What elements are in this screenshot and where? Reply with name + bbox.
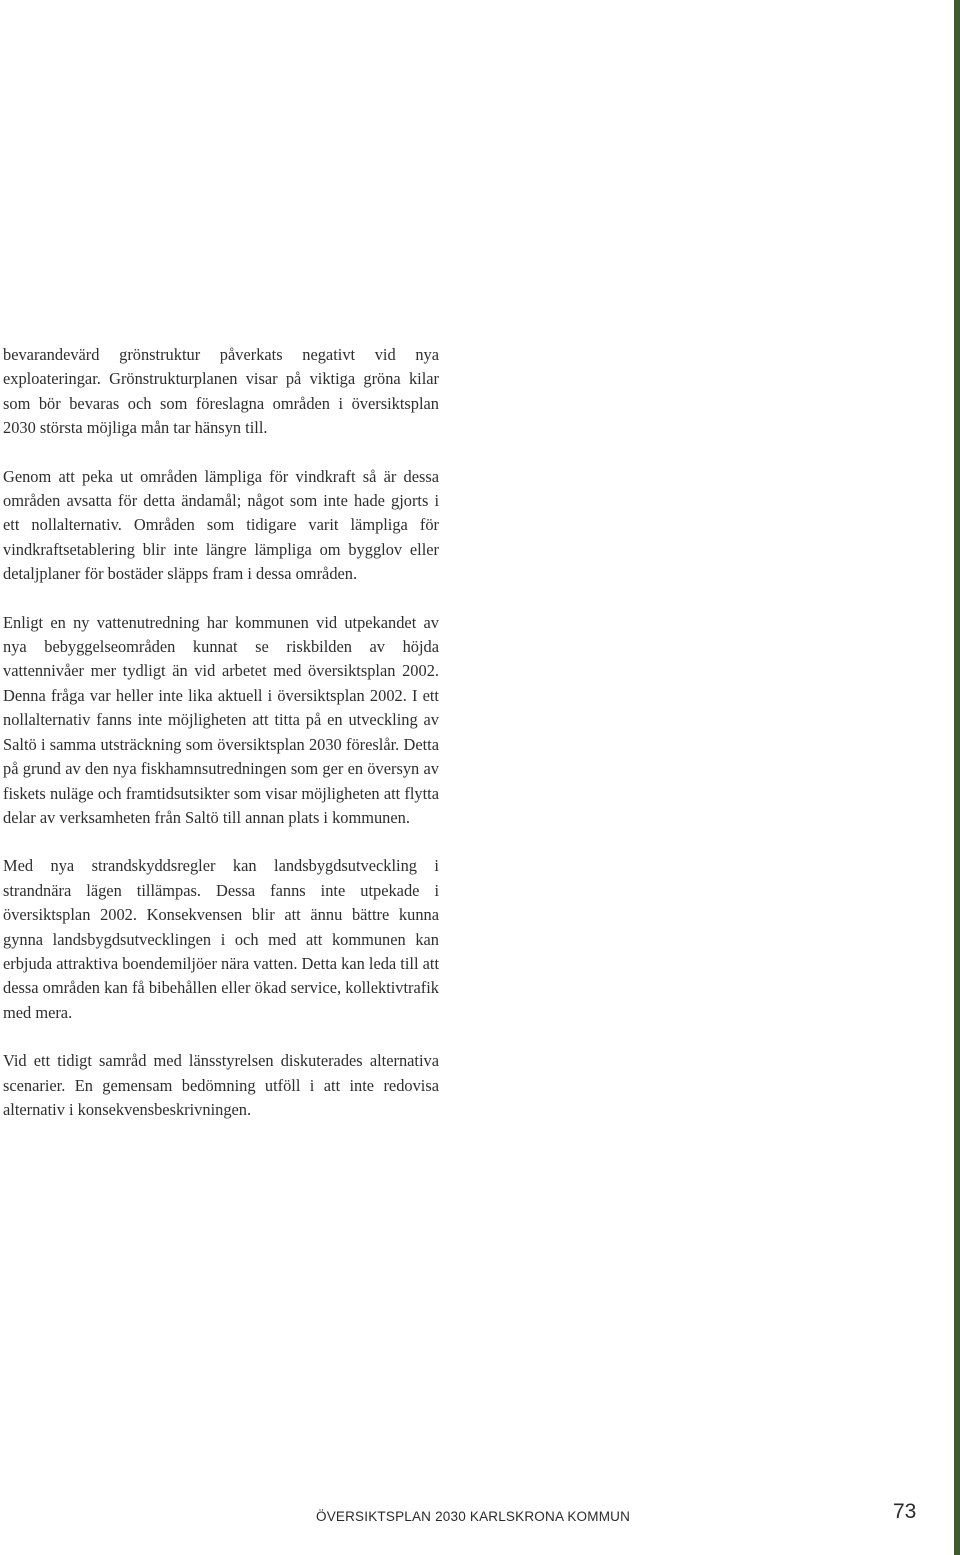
- page-number: 73: [893, 1500, 917, 1523]
- paragraph-water-investigation: Enligt en ny vattenutredning har kommunen vid utpekandet av nya bebyggelseområden kunnat se riskbilden av höjda vattennivåer mer tydligt än vid arbetet med översiktsplan 2002. Denna fråga var heller inte lika aktuell i översiktsplan 2002. I ett nollalternativ fanns inte möjligheten att titta på en utveckling av Saltö i samma utsträckning som översiktsplan 2030 föreslår. Detta på grund av den nya fiskhamnsutredningen som ger en översyn av fiskets nuläge och framtidsutsikter som visar möjligheten att flytta delar av verksamheten från Saltö till annan plats i kommunen.: [3, 612, 439, 827]
- paragraph-green-structure: bevarandevärd grönstruktur påverkats negativt vid nya exploateringar. Grönstrukturplanen visar på viktiga gröna kilar som bör bevaras och som föreslagna områden i översiktsplan 2030 största möjliga mån tar hänsyn till.: [3, 345, 439, 438]
- paragraph-consultation: Vid ett tidigt samråd med länsstyrelsen diskuterades alternativa scenarier. En gemensam bedömning utföll i att inte redovisa alternativ i konsekvensbeskrivningen.: [3, 1051, 439, 1119]
- paragraph-wind-power: Genom att peka ut områden lämpliga för vindkraft så är dessa områden avsatta för detta ändamål; något som inte hade gjorts i ett nollalternativ. Områden som tidigare varit lämpliga för vindkraftsetablering blir inte längre lämpliga om bygglov eller detaljplaner för bostäder släpps fram i dessa områden.: [3, 466, 439, 584]
- footer-title: ÖVERSIKTSPLAN 2030 KARLSKRONA KOMMUN: [316, 1509, 631, 1524]
- body-text-column: [3, 343, 439, 1146]
- page-footer: [0, 1500, 960, 1530]
- page-edge-accent-bar: [954, 0, 960, 1555]
- paragraph-shore-protection: Med nya strandskyddsregler kan landsbygdsutveckling i strandnära lägen tillämpas. Dessa fanns inte utpekade i översiktsplan 2002. Konsekvensen blir att ännu bättre kunna gynna landsbygdsutvecklingen i och med att kommunen kan erbjuda attraktiva boendemiljöer nära vatten. Detta kan leda till att dessa områden kan få bibehållen eller ökad service, kollektivtrafik med mera.: [3, 856, 439, 1022]
